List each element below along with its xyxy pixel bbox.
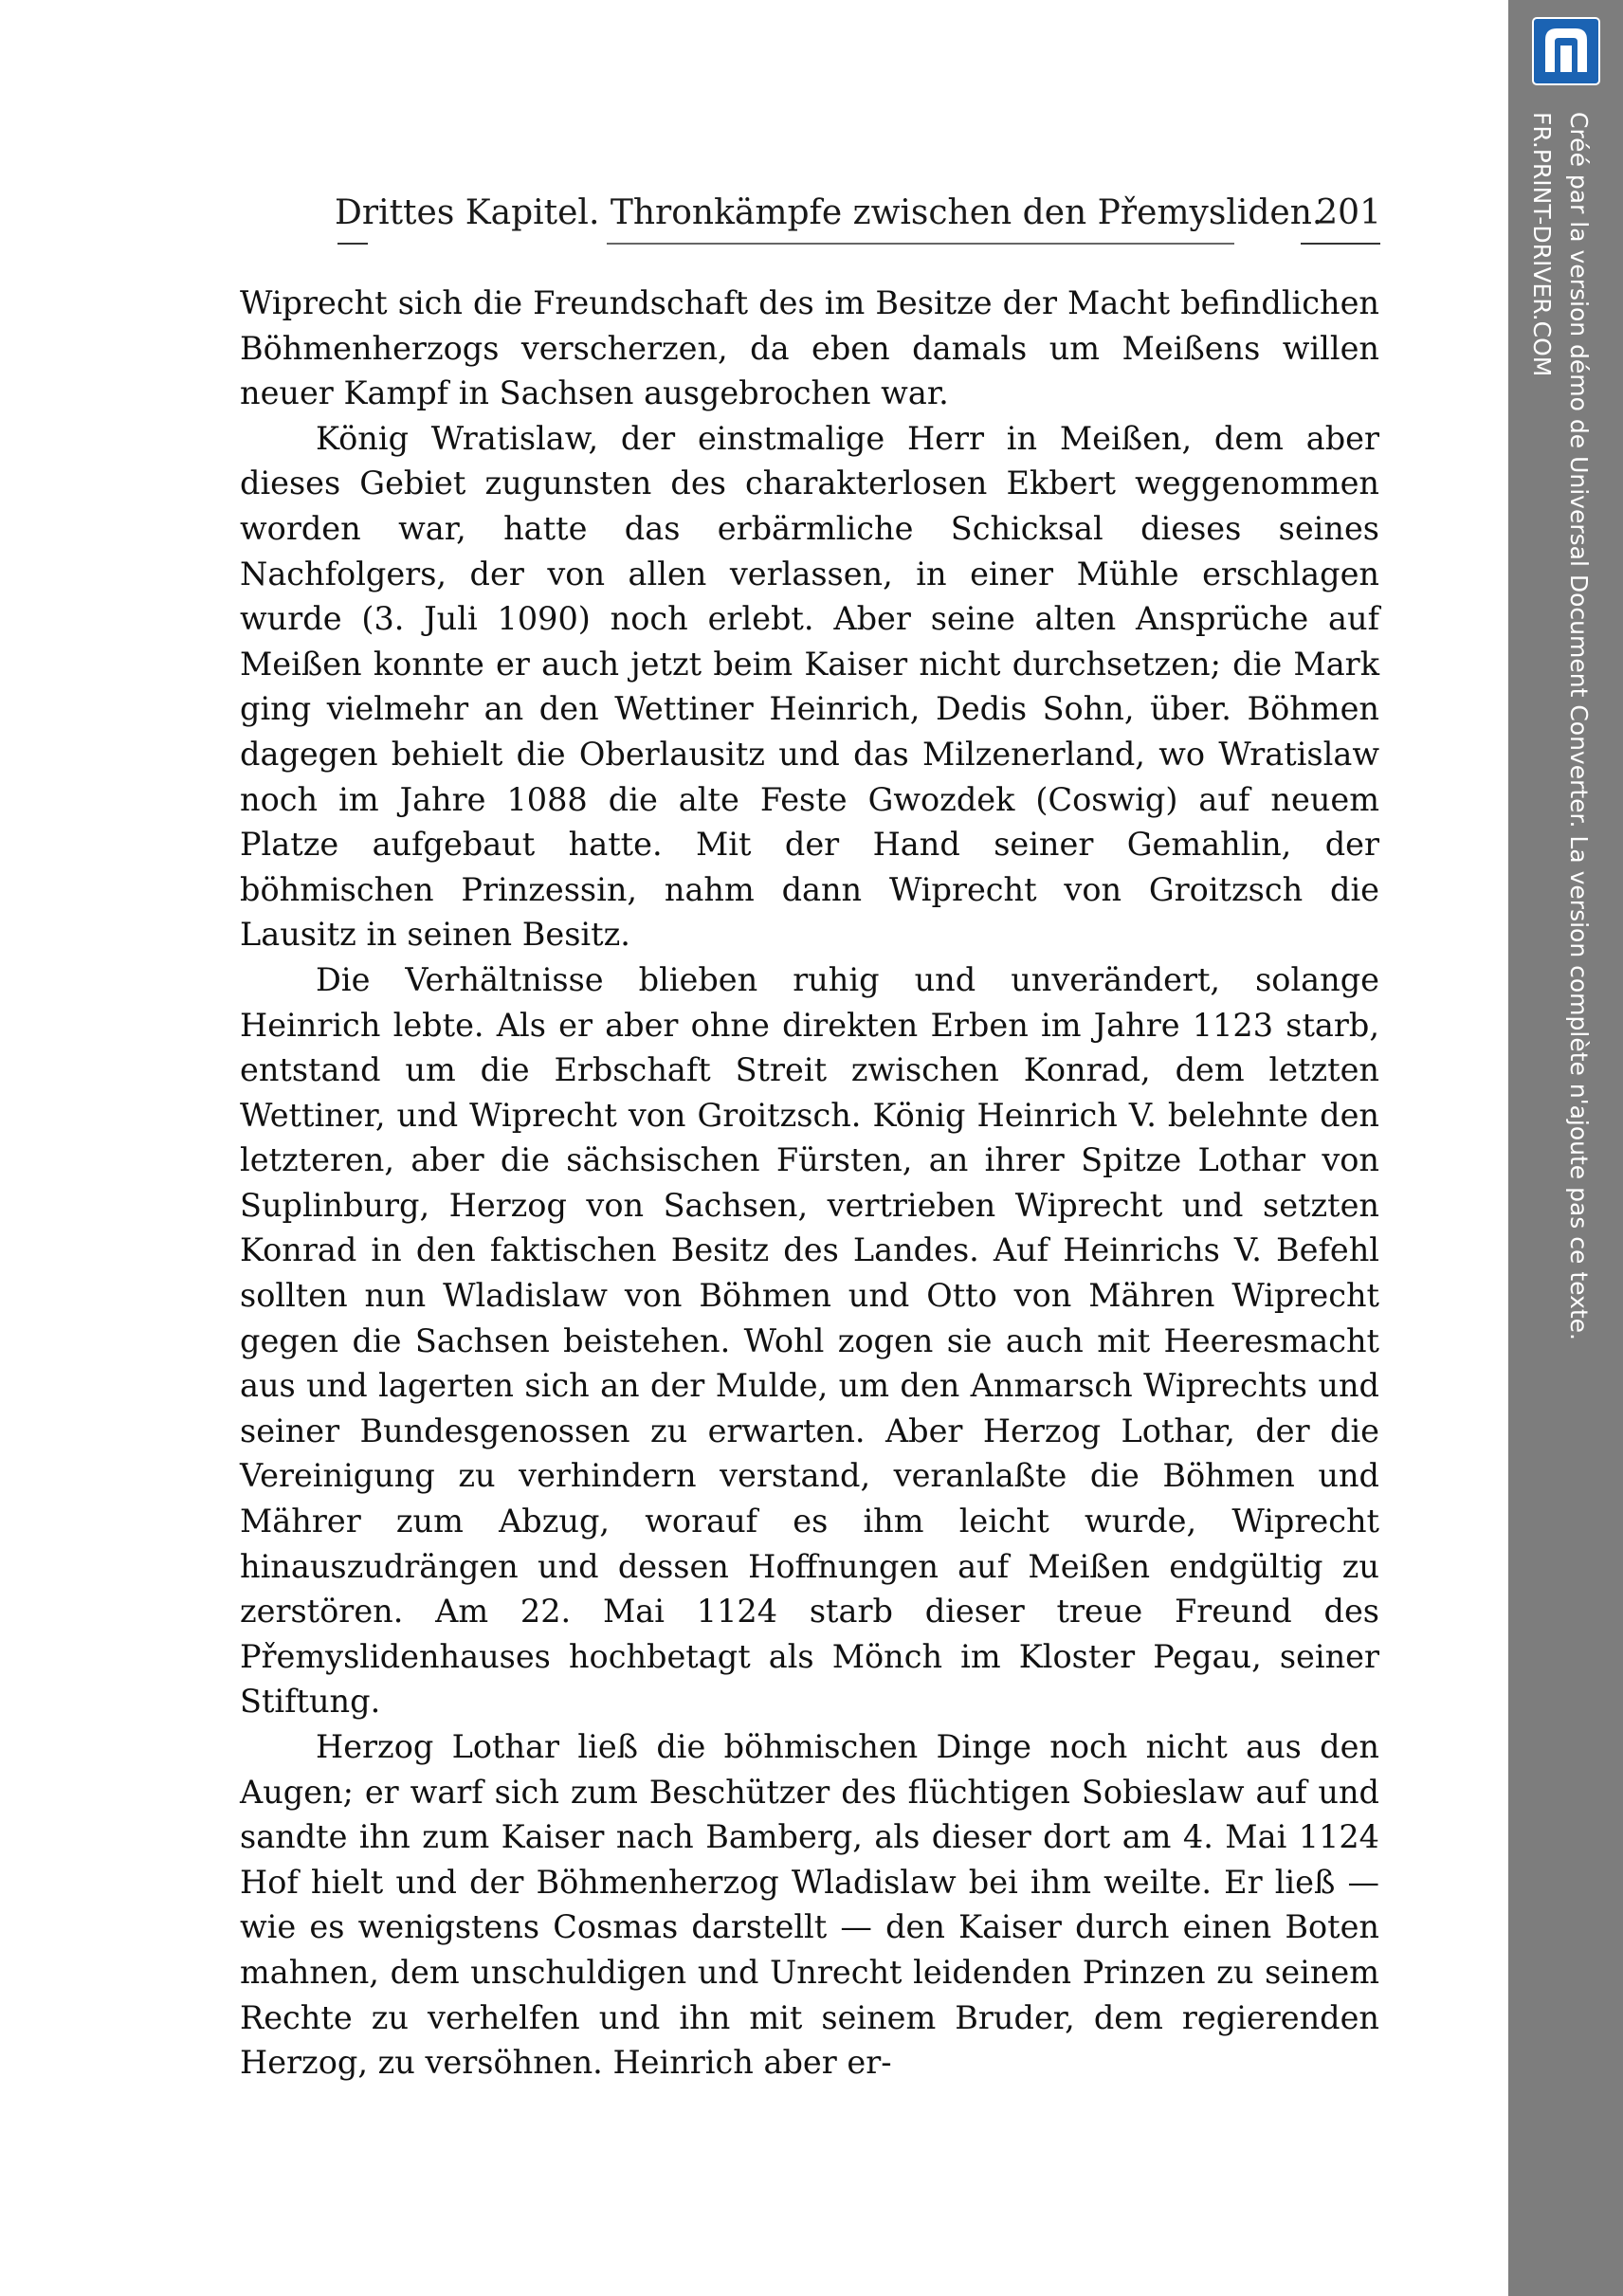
paragraph: Wiprecht sich die Freundschaft des im Besitze der Macht befindlichen Böhmenherzogs verscherzen, da eben damals um Meißens willen neuer Kampf in Sachsen ausgebrochen war.: [240, 284, 1379, 412]
watermark-url: FR.PRINT-DRIVER.COM: [1528, 112, 1556, 377]
paragraph: König Wratislaw, der einstmalige Herr in Meißen, dem aber dieses Gebiet zugunsten des charakterlosen Ekbert weggenommen worden war, hatte das erbärmliche Schicksal dieses seines Nachfolgers, der von allen verlassen, in einer Mühle erschlagen wurde (3. Juli 1090) noch erlebt. Aber seine alten Ansprüche auf Meißen konnte er auch jetzt beim Kaiser nicht durchsetzen; die Mark ging vielmehr an den Wettiner Heinrich, Dedis Sohn, über. Böhmen dagegen behielt die Oberlausitz und das Milzenerland, wo Wratislaw noch im Jahre 1088 die alte Feste Gwozdek (Coswig) auf neuem Platze aufgebaut hatte. Mit der Hand seiner Gemahlin, der böhmischen Prinzessin, nahm dann Wiprecht von Groitzsch die Lausitz in seinen Besitz.: [240, 419, 1379, 954]
document-converter-logo-icon: [1532, 17, 1600, 85]
header-rule: [607, 243, 1234, 245]
running-header: [335, 193, 1381, 243]
chapter-title: Drittes Kapitel. Thronkämpfe zwischen den Přemysliden.: [335, 193, 1323, 232]
paragraph: Die Verhältnisse blieben ruhig und unverändert, solange Heinrich lebte. Als er aber ohne direkten Erben im Jahre 1123 starb, entstand um die Erbschaft Streit zwischen Konrad, dem letzten Wettiner, und Wiprecht von Groitzsch. König Heinrich V. belehnte den letzteren, aber die sächsischen Fürsten, an ihrer Spitze Lothar von Suplinburg, Herzog von Sachsen, vertrieben Wiprecht und setzten Konrad in den faktischen Besitz des Landes. Auf Heinrichs V. Befehl sollten nun Wladislaw von Böhmen und Otto von Mähren Wiprecht gegen die Sachsen beistehen. Wohl zogen sie auch mit Heeresmacht aus und lagerten sich an der Mulde, um den Anmarsch Wiprechts und seiner Bundesgenossen zu erwarten. Aber Herzog Lothar, der die Vereinigung zu verhindern verstand, veranlaßte die Böhmen und Mährer zum Abzug, worauf es ihm leicht wurde, Wiprecht hinauszudrängen und dessen Hoffnungen auf Meißen endgültig zu zerstören. Am 22. Mai 1124 starb dieser treue Freund des Přemyslidenhauses hochbetagt als Mönch im Kloster Pegau, seiner Stiftung.: [240, 960, 1379, 1721]
header-rule: [1301, 243, 1380, 245]
watermark-text: Créé par la version démo de Universal Document Converter. La version complète n'ajoute pas ce texte.: [1565, 112, 1593, 1341]
paragraph: Herzog Lothar ließ die böhmischen Dinge noch nicht aus den Augen; er warf sich zum Beschützer des flüchtigen Sobieslaw auf und sandte ihn zum Kaiser nach Bamberg, als dieser dort am 4. Mai 1124 Hof hielt und der Böhmenherzog Wladislaw bei ihm weilte. Er ließ — wie es wenigstens Cosmas darstellt — den Kaiser durch einen Boten mahnen, dem unschuldigen und Unrecht leidenden Prinzen zu seinem Rechte zu verhelfen und ihn mit seinem Bruder, dem regierenden Herzog, zu versöhnen. Heinrich aber er-: [240, 1728, 1379, 2082]
page-number: 201: [1316, 193, 1381, 232]
header-rule: [337, 243, 368, 245]
body-text: [240, 281, 1379, 2086]
